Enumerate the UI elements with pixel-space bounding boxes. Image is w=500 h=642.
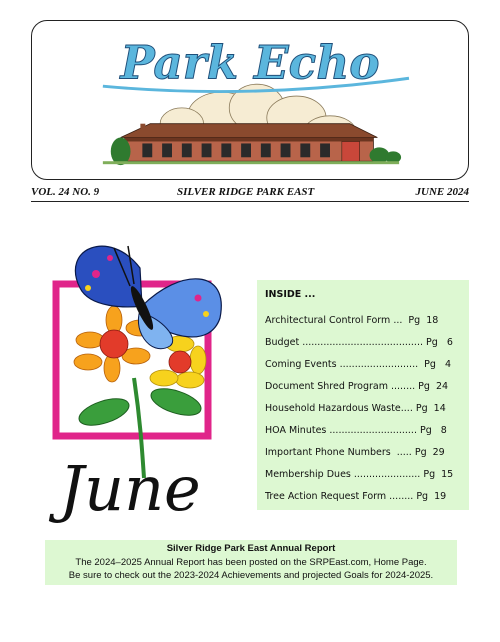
june-cover-art	[30, 228, 240, 526]
toc-item[interactable]: Important Phone Numbers ..... Pg 29	[265, 447, 445, 458]
toc-item[interactable]: Document Shred Program ........ Pg 24	[265, 381, 449, 392]
toc-item[interactable]: Budget ........................................ Pg 6	[265, 337, 453, 348]
toc-item[interactable]: Membership Dues ...................... Pg 15	[265, 469, 454, 480]
masthead-illustration	[32, 21, 468, 179]
annual-report-notice	[45, 540, 457, 585]
divider	[31, 201, 469, 202]
masthead-title: Park Echo	[120, 35, 380, 90]
clubhouse-icon	[121, 124, 378, 162]
toc-item[interactable]: Tree Action Request Form ........ Pg 19	[265, 491, 447, 502]
issue-date: JUNE 2024	[415, 186, 469, 198]
community-name: SILVER RIDGE PARK EAST	[177, 186, 315, 198]
annual-report-title: Silver Ridge Park East Annual Report	[166, 543, 336, 554]
toc-item[interactable]: Coming Events .......................... Pg 4	[265, 359, 452, 370]
volume-number: VOL. 24 NO. 9	[31, 186, 100, 198]
toc-item[interactable]: HOA Minutes ............................. Pg 8	[265, 425, 447, 436]
annual-report-line: The 2024–2025 Annual Report has been posted on the SRPEast.com, Home Page.	[75, 556, 427, 568]
toc-item[interactable]: Household Hazardous Waste.... Pg 14	[265, 403, 446, 414]
june-wordmark: June	[59, 452, 201, 525]
issue-line	[31, 186, 469, 202]
masthead-box	[31, 20, 469, 180]
toc-heading: INSIDE ...	[265, 289, 316, 300]
toc-item[interactable]: Architectural Control Form ... Pg 18	[265, 315, 439, 326]
annual-report-line: Be sure to check out the 2023-2024 Achievements and projected Goals for 2024-2025.	[68, 570, 434, 581]
table-of-contents	[257, 280, 469, 510]
